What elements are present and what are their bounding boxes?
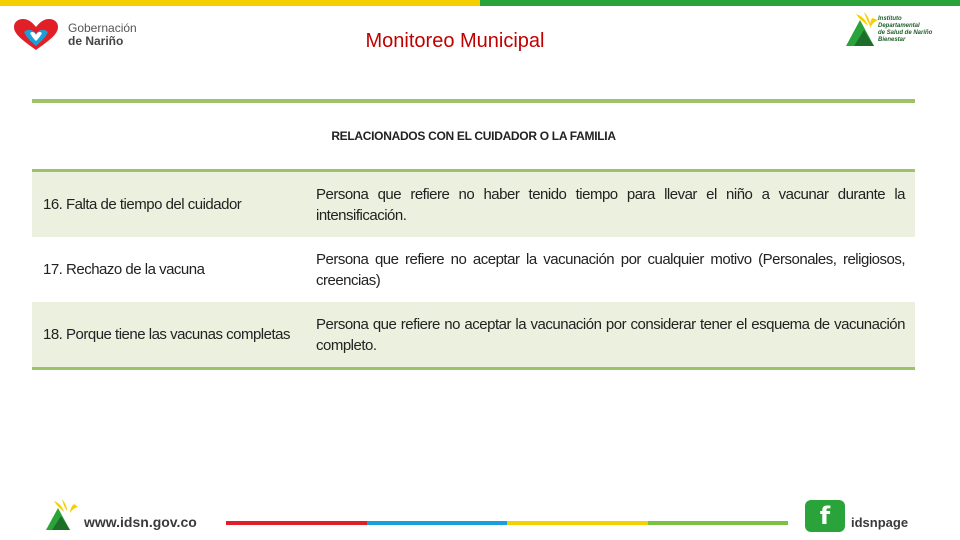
facebook-glyph: f (819, 502, 831, 530)
cause-cell: 18. Porque tiene las vacunas completas (43, 326, 290, 343)
description-cell: Persona que refiere no aceptar la vacunación por cualquier motivo (Personales, religiosos, creencias) (316, 250, 905, 289)
social-handle[interactable]: idsnpage (851, 515, 909, 530)
cause-cell: 17. Rechazo de la vacuna (43, 261, 205, 278)
footer-color-stripe (226, 521, 788, 525)
institute-line-4: Bienestar (878, 37, 906, 43)
description-cell: Persona que refiere no haber tenido tiempo para llevar el niño a vacunar durante la intensificación. (316, 185, 905, 224)
section-title: RELACIONADOS CON EL CUIDADOR O LA FAMILIA (331, 129, 616, 143)
facebook-icon[interactable] (805, 500, 845, 532)
table-row (32, 302, 915, 367)
website-link[interactable]: www.idsn.gov.co (84, 514, 197, 530)
idsn-footer-emblem-icon (44, 498, 80, 532)
institute-line-1: Instituto (878, 16, 902, 22)
idsn-logo (844, 10, 948, 56)
description-cell: Persona que refiere no aceptar la vacunación por considerar tener el esquema de vacunación completo. (316, 315, 905, 354)
table-row (32, 172, 915, 237)
org-name-line1: Gobernación (68, 21, 137, 35)
causes-table (32, 99, 915, 370)
page-title: Monitoreo Municipal (365, 30, 545, 52)
table-row (32, 237, 915, 302)
top-color-stripe (0, 0, 960, 6)
institute-line-3: de Salud de Nariño (878, 30, 933, 36)
table-bottom-rule (32, 367, 915, 370)
institute-line-2: Departamental (878, 23, 920, 29)
org-name-line2: de Nariño (68, 34, 124, 48)
cause-cell: 16. Falta de tiempo del cuidador (43, 196, 242, 213)
